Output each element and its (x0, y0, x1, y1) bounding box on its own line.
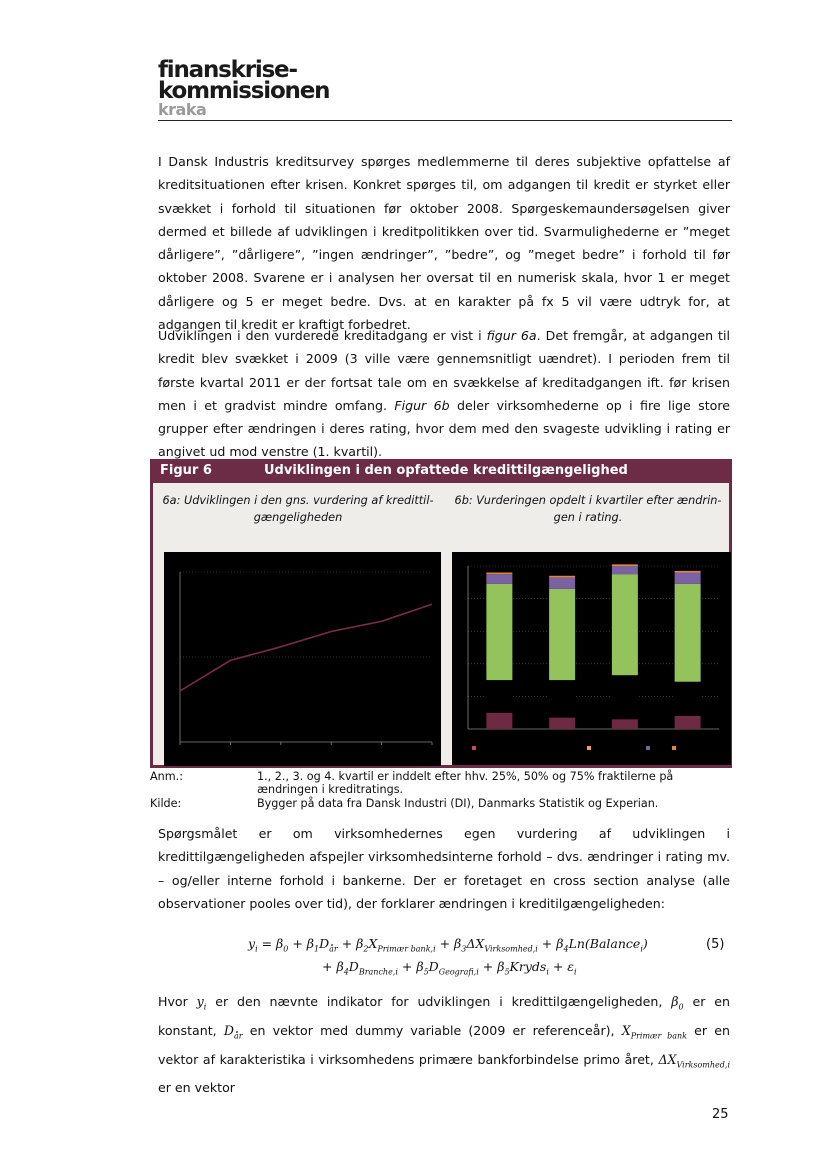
bar-segment (486, 574, 512, 584)
note-anm-text: 1., 2., 3. og 4. kvartil er inddelt efter hhv. 25%, 50% og 75% fraktilerne på ændringen i kreditratings. (257, 770, 674, 796)
symbol-y: $y_i$ (196, 994, 207, 1012)
figure-6a-caption: 6a: Udviklingen i den gns. vurdering af kredittil-gængeligheden (162, 494, 434, 524)
paragraph-4-text: er en konstant, (158, 994, 730, 1038)
bar-segment (675, 571, 701, 573)
chart-6b-svg (452, 552, 731, 765)
paragraph-2-text: . Det fremgår, at adgangen til kredit blev svækket i 2009 (3 ville være gennemsnitligt uændret). I perioden frem til første kvartal 2011 er der fortsat tale om en svækkelse af kreditadgangen ift. før krisen men i et gradvist mindre omfang. (158, 328, 730, 413)
bar-segment (486, 573, 512, 575)
bar-segment (549, 589, 575, 680)
paragraph-4-text: en vektor med dummy variable (2009 er referenceår), (242, 1022, 622, 1038)
bar-segment (675, 573, 701, 584)
logo-line-1: finanskrise- (158, 57, 297, 83)
logo-line-3: kraka (158, 100, 207, 120)
legend-marker (646, 746, 650, 750)
logo (158, 57, 330, 120)
paragraph-2-text: deler virksomhederne op i fire lige store grupper efter ændringen i deres rating, hvor dem med den svageste udvikling i rating er angivet ud mod venstre (1. kvartil). (158, 397, 731, 460)
paragraph-3: Spørgsmålet er om virksomhedernes egen vurdering af udviklingen i kredittilgængeligheden afspejler virksomhedsinterne forhold – dvs. ændringer i rating mv. – og/eller interne forhold i bankerne. Der er foretaget en cross section analyse (alle observationer pooles over tid), der forklarer ændringen i kreditilgængeligheden: (158, 826, 730, 911)
symbol-x-primaer: $X_{Primær bank}$ (621, 1022, 687, 1041)
figure-6 (150, 459, 732, 768)
bar-segment (675, 682, 701, 716)
bar-segment (549, 718, 575, 729)
note-kilde-text: Bygger på data fra Dansk Industri (DI), Danmarks Statistik og Experian. (257, 797, 659, 810)
bar-segment (675, 716, 701, 729)
paragraph-2 (158, 324, 730, 464)
paragraph-1: I Dansk Industris kreditsurvey spørges medlemmerne til deres subjektive opfattelse af kreditsituationen efter krisen. Konkret spørges til, om adgangen til kredit er styrket eller svækket i forhold til situationen før oktober 2008. Spørgeskemaundersøgelsen giver dermed et billede af udviklingen i kreditpolitikken over tid. Svarmulighederne er ”meget dårligere”, ”dårligere”, ”ingen ændringer”, ”bedre”, og ”meget bedre” i forhold til før oktober 2008. Svarene er i analysen her oversat til en numerisk skala, hvor 1 er meget dårligere og 5 er meget bedre. Dvs. at en karakter på fx 5 vil være udtryk for, at adgangen til kredit er kraftigt forbedret. (158, 154, 730, 333)
chart-6b (452, 552, 731, 765)
paragraph-4-text: Hvor (158, 994, 197, 1009)
bar-segment (612, 566, 638, 574)
bar-segment (549, 577, 575, 588)
equation-number: (5) (706, 937, 725, 952)
logo-line-2: kommissionen (158, 78, 330, 105)
bar-segment (612, 675, 638, 719)
legend-marker (672, 746, 676, 750)
equation-line-2: + $\beta_4D_{Branche,i} + \beta_5D_{Geografi,i}$ + $\beta_5Kryds_i + \varepsilon_i$ (322, 959, 577, 977)
bar-segment (486, 584, 512, 680)
equation-line-1: $y_i = \beta_0 + \beta_1D_{år} + \beta_2X_{Primær bank,i} + \beta_3\Delta X_{Virksomhed,i}$ + $\beta_4Ln(Balance_i)$ (248, 936, 648, 954)
paragraph-4-text: er en vektor (158, 1080, 235, 1096)
symbol-beta0: $\beta_0$ (671, 994, 684, 1012)
page-number: 25 (712, 1107, 729, 1122)
figure-number: Figur 6 (160, 463, 212, 478)
legend-marker (472, 746, 476, 750)
paragraph-4 (158, 990, 730, 1100)
legend-marker (587, 746, 591, 750)
bar-segment (486, 680, 512, 713)
paragraph-4-text: er en vektor af karakteristika i virksomhedens primære bankforbindelse primo året, (158, 1022, 730, 1067)
note-anm-label: Anm.: (150, 770, 183, 783)
paragraph-4-text: er den nævnte indikator for udviklingen i kredittilgængeligheden, (206, 994, 672, 1009)
paragraph-2-text: Udviklingen i den vurderede kreditadgang er vist i (158, 328, 487, 343)
symbol-delta-x: $\Delta X_{Virksomhed,i}$ (658, 1051, 730, 1070)
figure-6a-ref: figur 6a (486, 328, 537, 343)
figure-header (150, 459, 732, 483)
header-rule (158, 120, 732, 121)
note-kilde-label: Kilde: (150, 797, 182, 810)
bar-segment (675, 584, 701, 682)
chart-6a-svg (164, 552, 441, 766)
figure-6b-caption: 6b: Vurderingen opdelt i kvartiler efter ændrin-gen i rating. (454, 494, 722, 524)
chart-6a (164, 552, 441, 766)
bar-segment (612, 719, 638, 729)
series-line (180, 604, 432, 691)
bar-segment (612, 564, 638, 566)
bar-segment (549, 576, 575, 578)
symbol-d-aar: $D_{år}$ (223, 1022, 243, 1041)
figure-body (153, 483, 729, 765)
figure-6b-ref: Figur 6b (394, 397, 450, 413)
bar-segment (549, 680, 575, 717)
bar-segment (612, 574, 638, 675)
figure-title: Udviklingen i den opfattede kredittilgængelighed (264, 463, 628, 478)
bar-segment (486, 713, 512, 729)
